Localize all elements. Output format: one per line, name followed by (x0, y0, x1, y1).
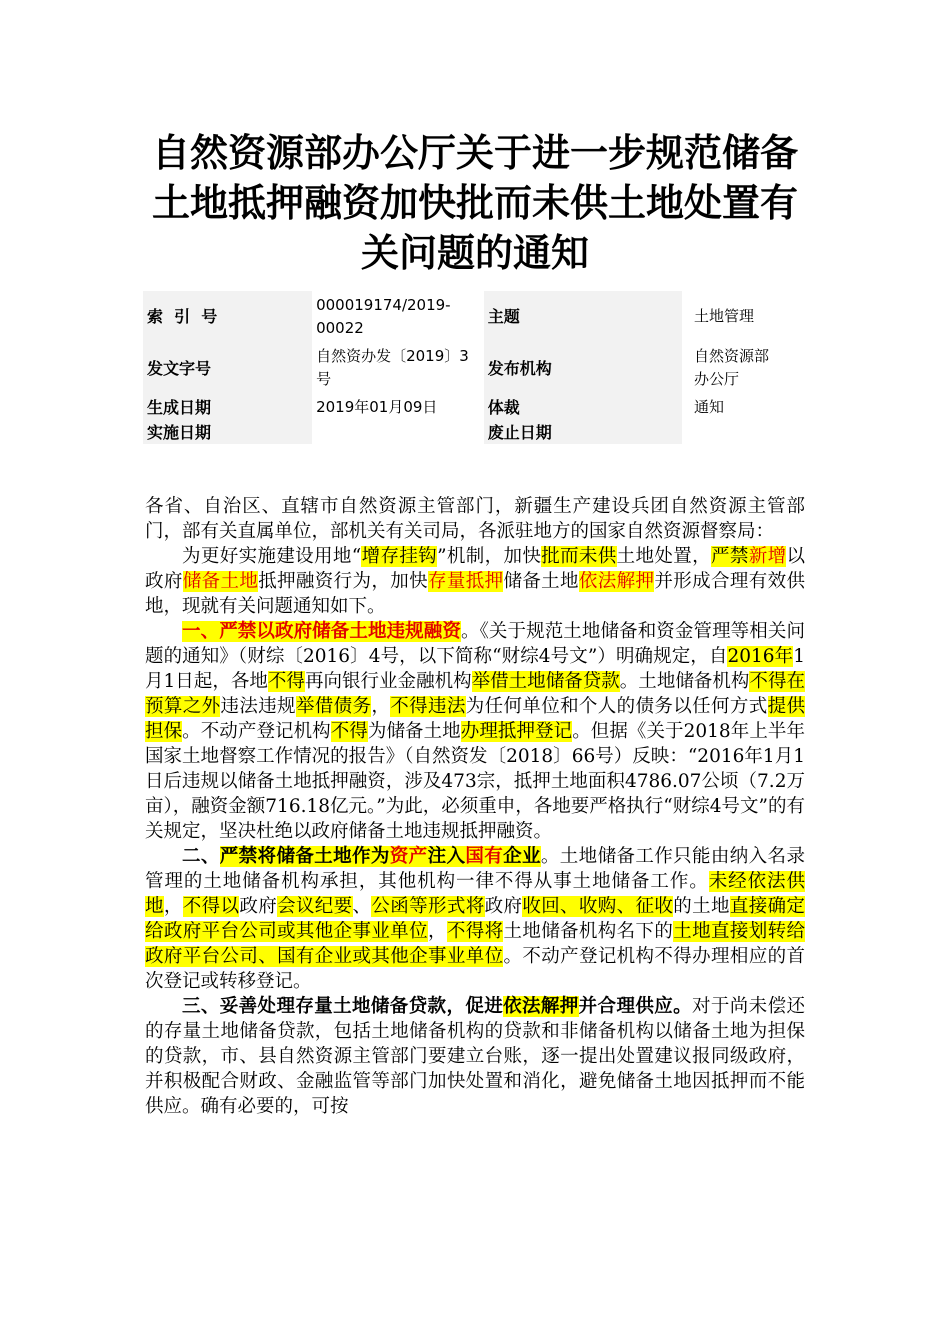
highlight-run: 土地直接划转给政府平台公司、国有企业或其他企事业单位 (145, 921, 805, 967)
highlight-run: 严禁 (710, 546, 749, 567)
index-value (312, 291, 484, 342)
genre-value: 通知 (693, 397, 724, 416)
genre-label: 体裁 (484, 394, 682, 420)
text-run: 违法违规 (220, 696, 296, 717)
issuer-value-line: 办公厅 (693, 370, 739, 388)
title-line: 土地抵押融资加快批而未供土地处置有 (151, 181, 798, 225)
highlight-run: 提供担保 (145, 696, 805, 742)
text-run: ， (371, 696, 391, 717)
text-run: 。但据《关于2018年上半年国家土地督察工作情况的报告》（自然资发〔2018〕66号）反映：“2016年1月1日后违规以储备土地抵押融资，涉及473宗，抵押土地面积4786.07公顷（7.2万亩），融资金额716.18亿元。”为此，必须重申，各地要严格执行“财综4号文”的有关规定，坚决杜绝以政府储备土地违规抵押融资。 (145, 721, 805, 842)
text-run: 为储备土地 (367, 721, 461, 742)
text-run: 、 (352, 896, 372, 917)
text-run: ， (163, 896, 183, 917)
text-run: 并形成合理有效供地，现就有关问题通知如下。 (145, 571, 805, 617)
highlight-run: 新增 (748, 546, 787, 567)
section-heading: 国有 (465, 846, 504, 867)
section-heading: 资产 (389, 846, 428, 867)
highlight-run: 办理抵押登记 (460, 721, 573, 742)
subject-value: 土地管理 (693, 307, 754, 325)
text-run: 土地储备机构名下的 (503, 921, 674, 942)
text-run: 。土地储备工作只能由纳入名录管理的土地储备机构承担，其他机构一律不得从事土地储备工作。 (145, 846, 805, 892)
section-heading: 并合理供应。 (578, 996, 693, 1017)
metadata-table (143, 291, 807, 444)
issuer-label: 发布机构 (484, 342, 682, 394)
highlight-run: 直接确定给政府平台公司或其他企事业单位 (145, 896, 805, 942)
highlight-run: 举借土地储备贷款 (471, 671, 620, 692)
doc-no-value (312, 342, 484, 394)
table-row (143, 394, 807, 420)
highlight-run: 不得以 (182, 896, 240, 917)
highlight-run: 收回、收购、征收 (522, 896, 674, 917)
created-value: 2019年01月09日 (316, 397, 438, 416)
index-label: 索 引 号 (143, 291, 312, 342)
table-row (143, 420, 807, 444)
created-label: 生成日期 (143, 394, 312, 420)
text-run: ”机制，加快 (437, 546, 542, 567)
doc-no-label: 发文字号 (143, 342, 312, 394)
text-run: 的土地 (673, 896, 730, 917)
section-heading: 三、妥善处理存量土地储备贷款，促进 (182, 996, 504, 1017)
highlight-run: 增存挂钩 (361, 546, 438, 567)
section-2-paragraph (145, 844, 805, 994)
text-run: 抵押融资行为，加快 (258, 571, 428, 592)
text-run: 政府 (239, 896, 278, 917)
doc-no-value-line: 自然资办发〔2019〕3 (316, 347, 469, 365)
text-run: 再向银行业金融机构 (304, 671, 472, 692)
highlight-run: 不得 (330, 721, 368, 742)
highlight-run: 2016年 (727, 646, 794, 667)
title-line: 关问题的通知 (360, 231, 589, 275)
table-row (143, 291, 807, 342)
section-heading: 二、 (182, 846, 220, 867)
section-heading: 严禁将储备土地作为 (219, 846, 390, 867)
title-line: 自然资源部办公厅关于进一步规范储备 (151, 131, 798, 175)
text-run: 1月1日起，各地 (145, 646, 805, 692)
expiry-label: 废止日期 (484, 420, 682, 444)
document-body (145, 494, 805, 1119)
text-run: 为更好实施建设用地“ (182, 546, 362, 567)
highlight-run: 储备土地 (182, 571, 259, 592)
section-heading: 企业 (503, 846, 541, 867)
doc-no-value-line: 号 (316, 370, 332, 388)
issuer-value-line: 自然资源部 (693, 347, 769, 365)
highlight-run: 依法解押 (578, 571, 655, 592)
text-run: 。《关于规范土地储备和资金管理等相关问题的通知》（财综〔2016〕4号，以下简称“财综4号文”）明确规定，自 (145, 621, 805, 667)
highlight-run: 不得将 (446, 921, 504, 942)
text-run: 以政府 (145, 546, 805, 592)
text-run: 。土地储备机构 (619, 671, 750, 692)
salutation: 各省、自治区、直辖市自然资源主管部门，新疆生产建设兵团自然资源主管部门，部有关直属单位，部机关有关司局，各派驻地方的国家自然资源督察局： (145, 496, 805, 542)
table-row (143, 342, 807, 394)
text-run: 政府 (484, 896, 523, 917)
highlight-run: 存量抵押 (427, 571, 504, 592)
text-run: 对于尚未偿还的存量土地储备贷款，包括土地储备机构的贷款和非储备机构以储备土地为担保的贷款，市、县自然资源主管部门要建立台账，逐一提出处置建议报同级政府，并积极配合财政、金融监管等部门加快处置和消化，避免储备土地因抵押而不能供应。确有必要的，可按 (145, 996, 805, 1117)
highlight-run: 不得 (267, 671, 305, 692)
intro-paragraph (145, 544, 805, 619)
effective-value (312, 420, 484, 444)
text-run: 。不动产登记机构不得办理相应的首次登记或转移登记。 (145, 946, 805, 992)
index-value-line: 000019174/2019- (316, 295, 451, 314)
highlight-run: 不得违法 (390, 696, 466, 717)
section-heading: 一、严禁以政府储备土地违规融资 (182, 621, 461, 642)
text-run: 。不动产登记机构 (182, 721, 331, 742)
highlight-run: 举借债务 (295, 696, 372, 717)
effective-label: 实施日期 (143, 420, 312, 444)
issuer-value (682, 342, 807, 394)
text-run: 储备土地 (503, 571, 579, 592)
highlight-run: 公函等形式将 (371, 896, 485, 917)
highlight-run: 批而未供 (541, 546, 617, 567)
highlight-run: 未经依法供地 (145, 871, 805, 917)
section-1-paragraph (145, 619, 805, 844)
highlight-run: 不得在预算之外 (145, 671, 805, 717)
text-run: ， (427, 921, 447, 942)
section-heading: 依法解押 (503, 996, 579, 1017)
highlight-run: 会议纪要 (277, 896, 353, 917)
section-heading: 注入 (427, 846, 466, 867)
section-3-paragraph (145, 994, 805, 1119)
text-run: 土地处置， (616, 546, 711, 567)
subject-label: 主题 (484, 291, 682, 342)
document-title (120, 128, 830, 278)
index-value-line: 00022 (316, 318, 364, 337)
text-run: 为任何单位和个人的债务以任何方式 (465, 696, 768, 717)
expiry-value (682, 420, 807, 444)
